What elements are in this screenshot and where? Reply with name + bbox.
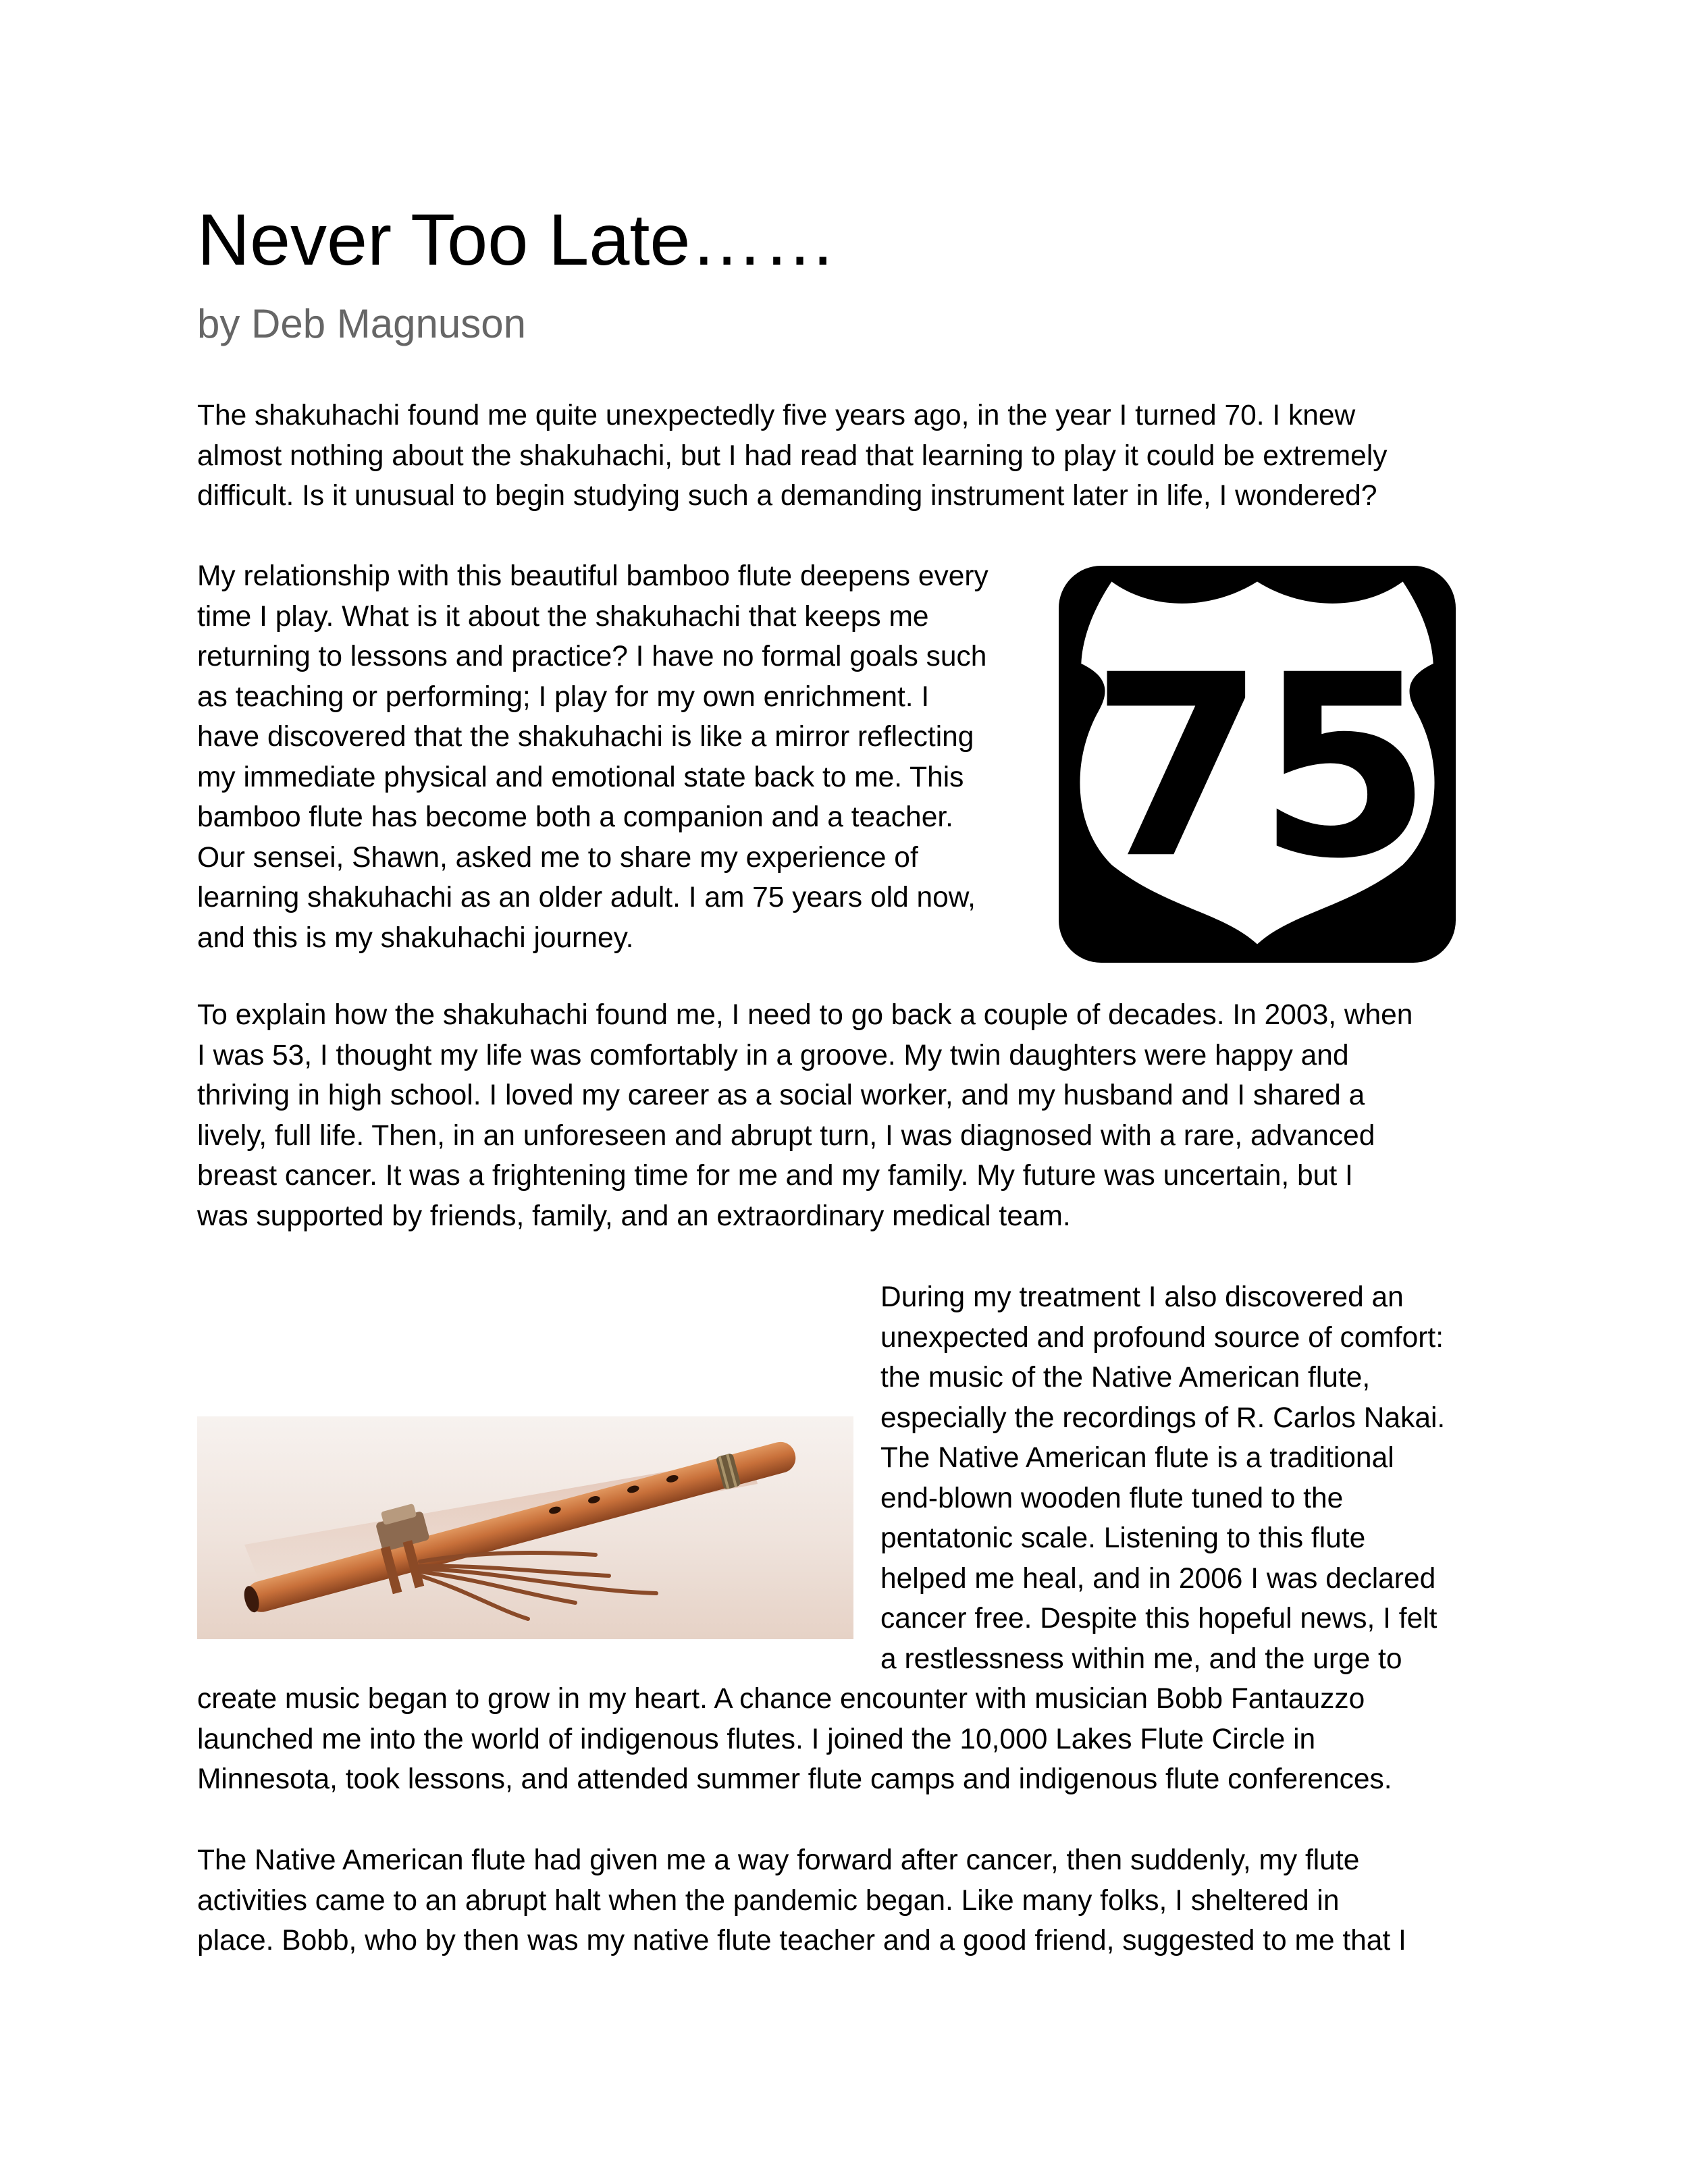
text-line: During my treatment I also discovered an [880,1281,1404,1313]
text-line: breast cancer. It was a frightening time for me and my family. My future was uncertain, but I [197,1160,1353,1192]
text-line: My relationship with this beautiful bamboo flute deepens every [197,560,988,592]
text-line: was supported by friends, family, and an extraordinary medical team. [197,1200,1071,1232]
text-line: end-blown wooden flute tuned to the [880,1482,1344,1514]
text-line: Our sensei, Shawn, asked me to share my experience of [197,841,918,874]
text-line: my immediate physical and emotional state back to me. This [197,761,964,793]
text-line: a restlessness within me, and the urge to [880,1643,1402,1675]
text-line: difficult. Is it unusual to begin studying such a demanding instrument later in life, I wondered? [197,480,1377,512]
text-line: unexpected and profound source of comfort: [880,1321,1444,1354]
text-line: launched me into the world of indigenous flutes. I joined the 10,000 Lakes Flute Circle in [197,1723,1316,1755]
shield-number: 75 [1090,620,1425,914]
text-line: returning to lessons and practice? I have no formal goals such [197,641,987,672]
text-line: cancer free. Despite this hopeful news, I felt [880,1603,1438,1634]
text-line: activities came to an abrupt halt when the pandemic began. Like many folks, I sheltered in [197,1884,1340,1917]
text-line: time I play. What is it about the shakuhachi that keeps me [197,600,929,633]
route-75-shield-icon [1059,566,1456,963]
text-line: The Native American flute is a traditional [880,1442,1394,1474]
text-line: almost nothing about the shakuhachi, but I had read that learning to play it could be extremely [197,440,1388,472]
text-line: thriving in high school. I loved my career as a social worker, and my husband and I shared a [197,1080,1365,1111]
text-line: especially the recordings of R. Carlos Nakai. [880,1402,1446,1434]
paragraph-5 [197,1840,1406,1961]
text-line: pentatonic scale. Listening to this flute [880,1522,1366,1554]
paragraph-2 [197,556,988,958]
text-line: To explain how the shakuhachi found me, I need to go back a couple of decades. In 2003, when [197,999,1413,1031]
article-byline: by Deb Magnuson [197,301,526,346]
article-title: Never Too Late…… [197,198,837,280]
text-line: The shakuhachi found me quite unexpectedly five years ago, in the year I turned 70. I knew [197,400,1356,431]
text-line: The Native American flute had given me a way forward after cancer, then suddenly, my flute [197,1844,1360,1876]
text-line: bamboo flute has become both a companion and a teacher. [197,801,953,833]
text-line: as teaching or performing; I play for my own enrichment. I [197,681,930,713]
text-line: Minnesota, took lessons, and attended summer flute camps and indigenous flute conferences. [197,1763,1392,1795]
text-line: and this is my shakuhachi journey. [197,922,634,954]
text-line: create music began to grow in my heart. A chance encounter with musician Bobb Fantauzzo [197,1683,1365,1715]
text-line: helped me heal, and in 2006 I was declared [880,1562,1436,1595]
paragraph-1 [197,396,1388,516]
text-line: learning shakuhachi as an older adult. I am 75 years old now, [197,882,976,913]
text-line: lively, full life. Then, in an unforeseen and abrupt turn, I was diagnosed with a rare, advanced [197,1119,1375,1152]
text-line: I was 53, I thought my life was comfortably in a groove. My twin daughters were happy and [197,1039,1349,1071]
text-line: the music of the Native American flute, [880,1362,1371,1393]
text-line: place. Bobb, who by then was my native flute teacher and a good friend, suggested to me that I [197,1925,1406,1956]
text-line: have discovered that the shakuhachi is like a mirror reflecting [197,721,974,753]
paragraph-3 [197,995,1413,1236]
paragraph-4 [197,1277,1445,1800]
